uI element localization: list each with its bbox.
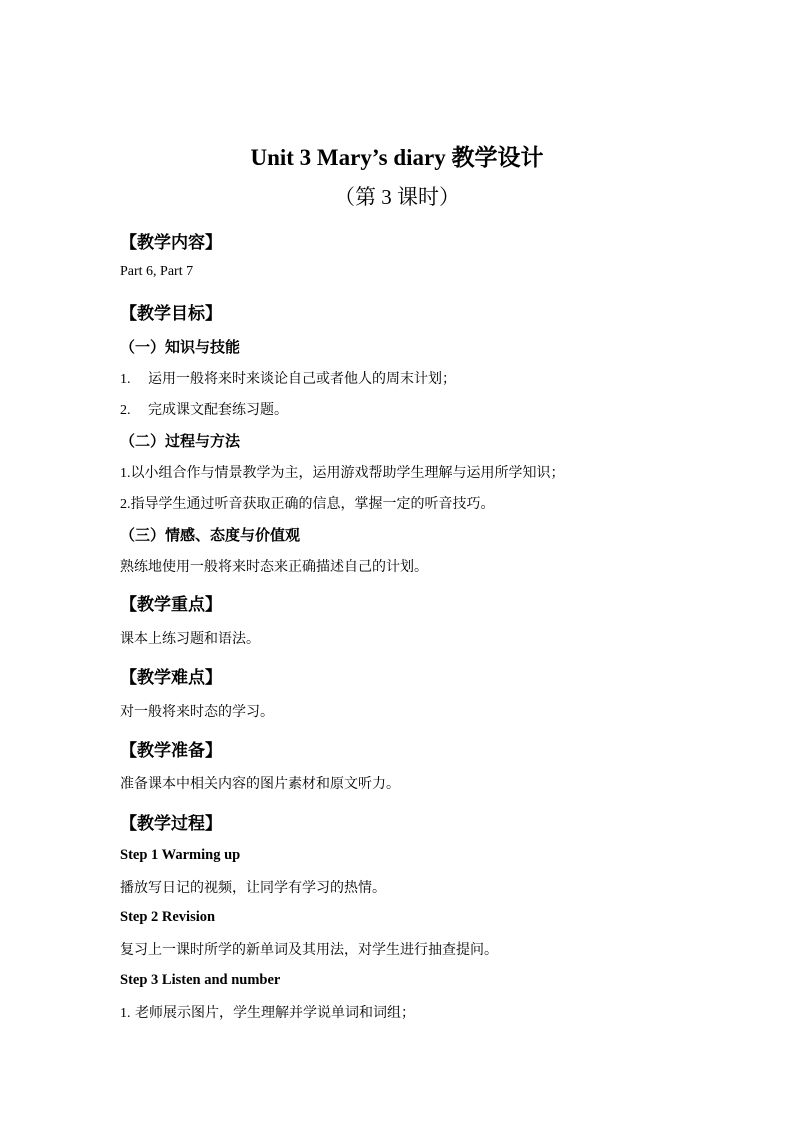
goal2-item-text: 以小组合作与情景教学为主，运用游戏帮助学生理解与运用所学知识；	[130, 465, 565, 481]
difficult-heading: 【教学难点】	[120, 668, 222, 688]
goal2-item	[120, 493, 495, 513]
step1-title: Step 1 Warming up	[120, 847, 241, 863]
prep-text: 准备课本中相关内容的图片素材和原文听力。	[120, 776, 400, 792]
goals-heading: 【教学目标】	[120, 304, 222, 324]
step3-item	[120, 1002, 415, 1022]
goal2-item-number: 2.	[120, 497, 131, 512]
prep-heading: 【教学准备】	[120, 741, 222, 761]
goal2-item-text: 指导学生通过听音获取正确的信息，掌握一定的听音技巧。	[130, 496, 495, 512]
step3-title: Step 3 Listen and number	[120, 972, 281, 988]
process-heading: 【教学过程】	[120, 814, 222, 834]
goal3-heading: （三）情感、态度与价值观	[120, 526, 301, 544]
step2-title: Step 2 Revision	[120, 909, 216, 925]
goal2-heading: （二）过程与方法	[120, 432, 241, 450]
content-text: Part 6, Part 7	[120, 264, 194, 279]
content-heading: 【教学内容】	[120, 233, 222, 253]
step3-item-text: 老师展示图片，学生理解并学说单词和词组；	[134, 1005, 415, 1021]
goal1-item-number: 2.	[120, 403, 131, 418]
goal3-text: 熟练地使用一般将来时态来正确描述自己的计划。	[120, 559, 428, 575]
goal1-item	[120, 368, 456, 388]
goal2-item-number: 1.	[120, 466, 131, 481]
document-title: Unit 3 Mary’s diary 教学设计	[250, 145, 544, 170]
step3-item-number: 1.	[120, 1006, 131, 1021]
goal1-item-text: 运用一般将来时来谈论自己或者他人的周末计划；	[148, 371, 456, 387]
key-heading: 【教学重点】	[120, 595, 222, 615]
step1-text: 播放写日记的视频，让同学有学习的热情。	[120, 880, 386, 896]
key-text: 课本上练习题和语法。	[120, 631, 260, 647]
goal1-item	[120, 399, 288, 419]
goal1-item-number: 1.	[120, 372, 131, 387]
goal2-item	[120, 462, 565, 482]
document-subtitle: （第 3 课时）	[334, 185, 460, 209]
difficult-text: 对一般将来时态的学习。	[120, 704, 274, 720]
step2-text: 复习上一课时所学的新单词及其用法，对学生进行抽查提问。	[120, 942, 498, 958]
goal1-heading: （一）知识与技能	[120, 338, 241, 356]
goal1-item-text: 完成课文配套练习题。	[148, 402, 288, 418]
